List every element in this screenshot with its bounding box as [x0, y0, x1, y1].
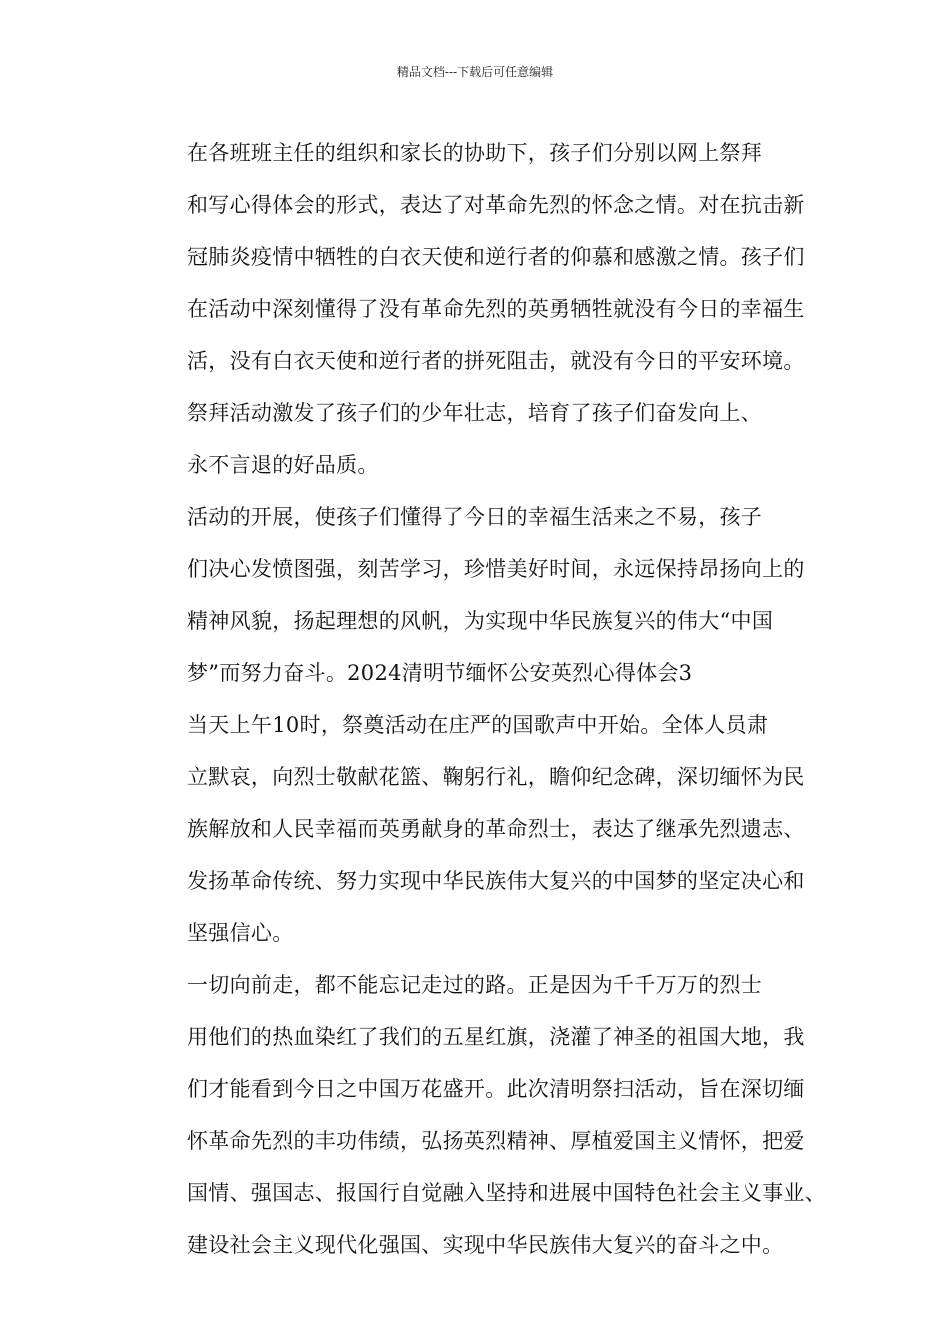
text-line: 们才能看到今日之中国万花盛开。此次清明祭扫活动，旨在深切缅 — [187, 1077, 805, 1101]
text-line: 祭拜活动激发了孩子们的少年壮志，培育了孩子们奋发向上、 — [187, 401, 763, 425]
text-line: 在活动中深刻懂得了没有革命先烈的英勇牺牲就没有今日的幸福生 — [187, 297, 805, 321]
text-line: 发扬革命传统、努力实现中华民族伟大复兴的中国梦的坚定决心和 — [187, 869, 805, 893]
text-line: 们决心发愤图强，刻苦学习，珍惜美好时间，永远保持昂扬向上的 — [187, 557, 805, 581]
text-line: 建设社会主义现代化强国、实现中华民族伟大复兴的奋斗之中。 — [187, 1233, 784, 1257]
text-line: 和写心得体会的形式，表达了对革命先烈的怀念之情。对在抗击新 — [187, 193, 805, 217]
text-line: 活动的开展，使孩子们懂得了今日的幸福生活来之不易，孩子 — [187, 505, 763, 529]
text-line: 当天上午10时，祭奠活动在庄严的国歌声中开始。全体人员肃 — [187, 713, 769, 737]
text-line: 精神风貌，扬起理想的风帆，为实现中华民族复兴的伟大“中国 — [187, 609, 774, 633]
text-line: 用他们的热血染红了我们的五星红旗，浇灌了神圣的祖国大地，我 — [187, 1025, 805, 1049]
text-line: 冠肺炎疫情中牺牲的白衣天使和逆行者的仰慕和感激之情。孩子们 — [187, 245, 805, 269]
paragraph — [145, 491, 810, 699]
paragraph — [145, 959, 826, 1271]
text-line: 梦”而努力奋斗。2024清明节缅怀公安英烈心得体会3 — [187, 661, 693, 685]
text-line: 在各班班主任的组织和家长的协助下，孩子们分别以网上祭拜 — [187, 141, 763, 165]
text-line: 怀革命先烈的丰功伟绩，弘扬英烈精神、厚植爱国主义情怀，把爱 — [187, 1129, 805, 1153]
document-body — [145, 127, 826, 1271]
paragraph — [145, 387, 810, 491]
text-line: 坚强信心。 — [187, 921, 294, 945]
text-line: 立默哀，向烈士敬献花篮、鞠躬行礼，瞻仰纪念碑，深切缅怀为民 — [187, 765, 805, 789]
paragraph — [145, 699, 810, 959]
text-line: 一切向前走，都不能忘记走过的路。正是因为千千万万的烈士 — [187, 973, 763, 997]
text-line: 活，没有白衣天使和逆行者的拼死阻击，就没有今日的平安环境。 — [187, 349, 805, 373]
text-line: 永不言退的好品质。 — [187, 453, 379, 477]
text-line: 国情、强国志、报国行自觉融入坚持和进展中国特色社会主义事业、 — [187, 1181, 826, 1205]
text-line: 族解放和人民幸福而英勇献身的革命烈士，表达了继承先烈遗志、 — [187, 817, 805, 841]
paragraph — [145, 127, 810, 387]
page-header: 精品文档---下载后可任意编辑 — [396, 65, 554, 79]
